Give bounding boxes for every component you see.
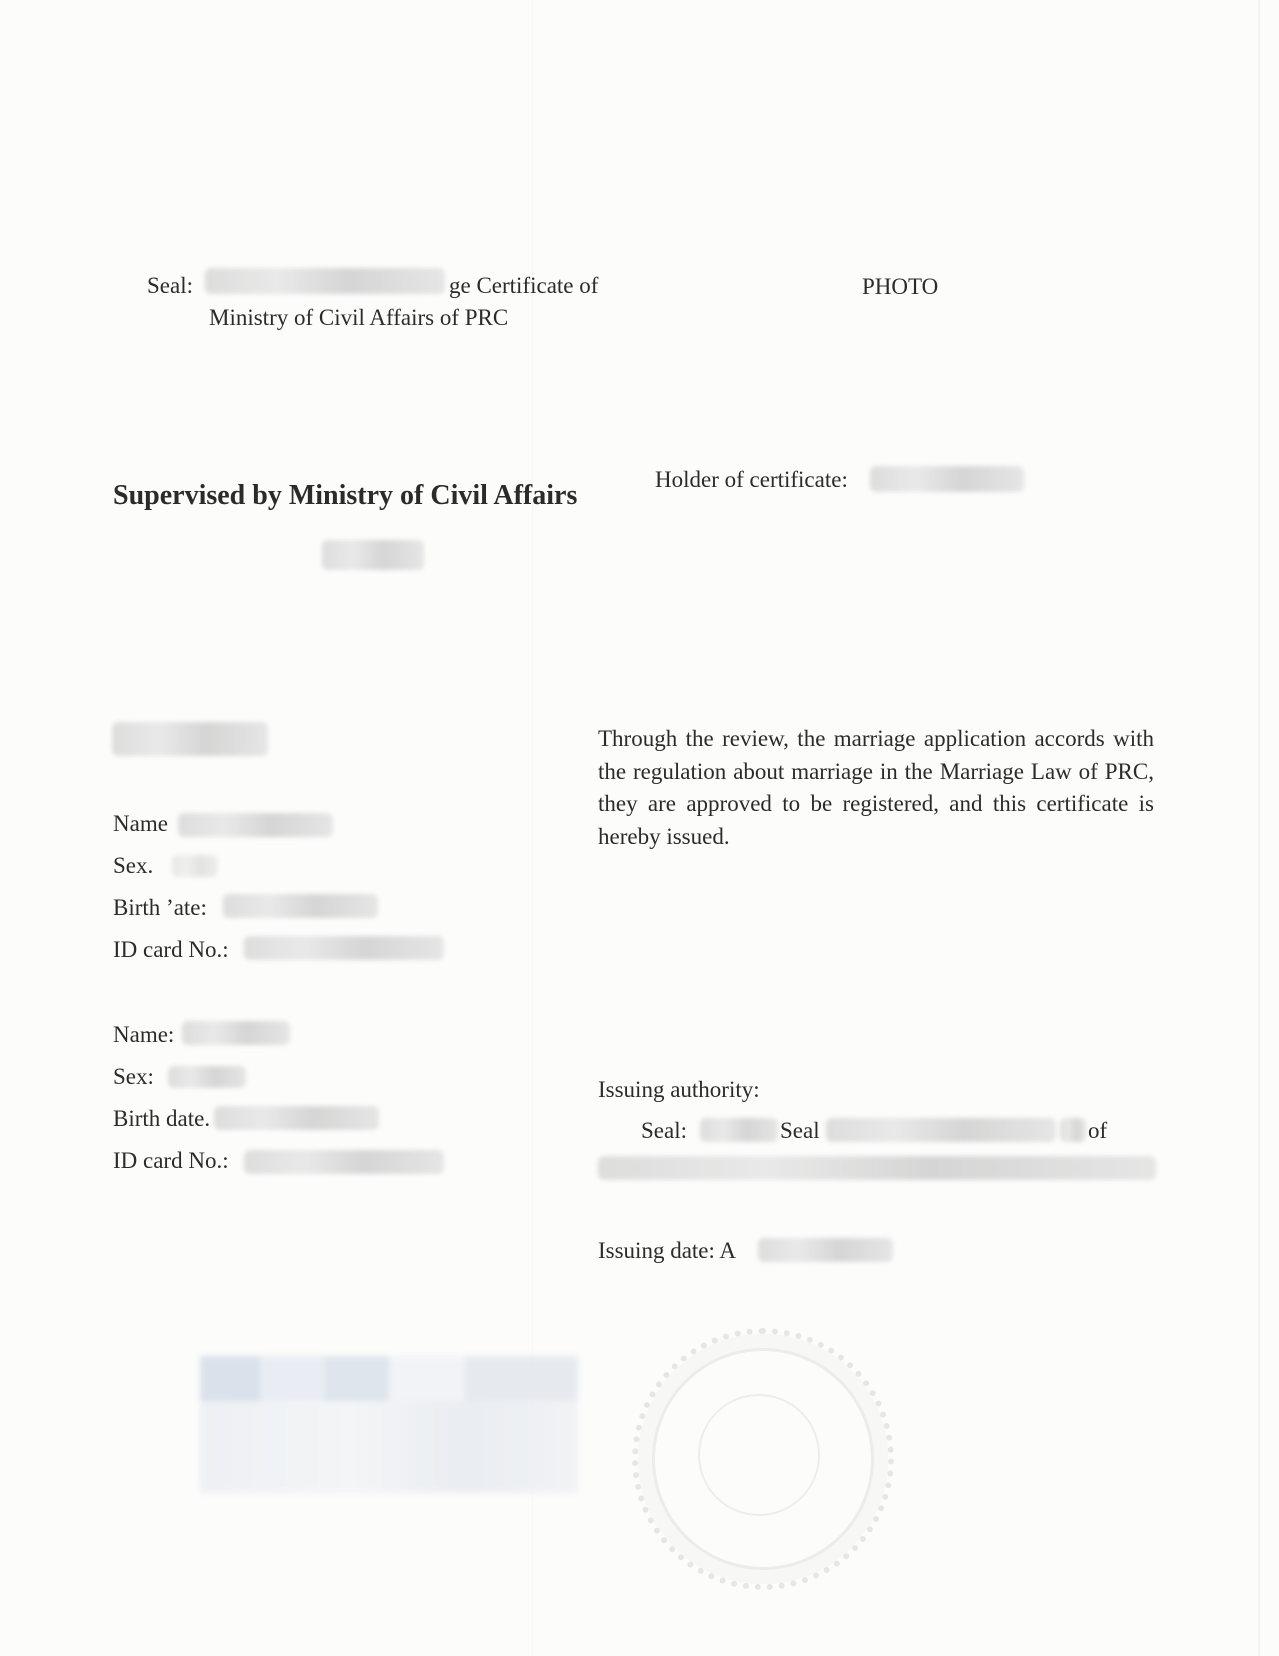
redacted-person2-name bbox=[182, 1021, 290, 1045]
redacted-person1-id bbox=[244, 936, 444, 960]
issuing-date-label: Issuing date: A bbox=[598, 1238, 736, 1263]
seal-left-title-tail: ge Certificate of bbox=[449, 273, 599, 298]
redacted-person2-id bbox=[244, 1150, 444, 1174]
redacted-seal-3 bbox=[1060, 1118, 1086, 1142]
issuing-seal-fragment-1: Seal bbox=[780, 1118, 820, 1143]
issuing-seal-fragment-2: of bbox=[1088, 1118, 1108, 1143]
scan-edge-line bbox=[1258, 0, 1260, 1656]
person1-birth-label: Birth ’ate: bbox=[113, 895, 207, 920]
person1-name-label: Name bbox=[113, 811, 168, 836]
issuing-authority-label: Issuing authority: bbox=[598, 1077, 760, 1102]
redacted-person2-sex bbox=[168, 1066, 246, 1088]
person2-id-label: ID card No.: bbox=[113, 1148, 229, 1173]
redacted-person1-sex bbox=[172, 855, 218, 877]
redacted-notary-block bbox=[200, 1356, 578, 1493]
notary-seal-stamp bbox=[632, 1328, 894, 1590]
redacted-person1-birth bbox=[223, 894, 378, 918]
person1-sex-label: Sex. bbox=[113, 853, 154, 878]
seal-left-line2: Ministry of Civil Affairs of PRC bbox=[209, 305, 509, 330]
redacted-person2-birth bbox=[214, 1106, 379, 1130]
holder-label: Holder of certificate: bbox=[655, 467, 848, 492]
supervised-heading: Supervised by Ministry of Civil Affairs bbox=[113, 480, 578, 511]
person2-birth-label: Birth date. bbox=[113, 1106, 211, 1131]
redacted-holder-name bbox=[870, 466, 1024, 492]
person1-id-label: ID card No.: bbox=[113, 937, 229, 962]
redacted-person1-name bbox=[178, 813, 333, 837]
redacted-seal-1 bbox=[700, 1118, 778, 1142]
redacted-seal-2 bbox=[826, 1118, 1056, 1142]
person2-sex-label: Sex: bbox=[113, 1064, 154, 1089]
redacted-certificate-number bbox=[322, 540, 424, 570]
seal-left-prefix: Seal: bbox=[147, 273, 193, 298]
issuing-seal-label: Seal: bbox=[641, 1118, 687, 1143]
redacted-issuing-authority-line bbox=[598, 1156, 1156, 1180]
redacted-issuing-date bbox=[758, 1238, 893, 1262]
approval-statement: Through the review, the marriage application accords with the regulation about marriage in the Marriage Law of PRC, they are approved to be registered, and this certificate is hereby issued. bbox=[598, 726, 1154, 849]
redacted-label-block bbox=[112, 722, 268, 756]
photo-label: PHOTO bbox=[862, 274, 939, 299]
person2-name-label: Name: bbox=[113, 1022, 175, 1047]
redacted-seal-text bbox=[205, 268, 445, 294]
